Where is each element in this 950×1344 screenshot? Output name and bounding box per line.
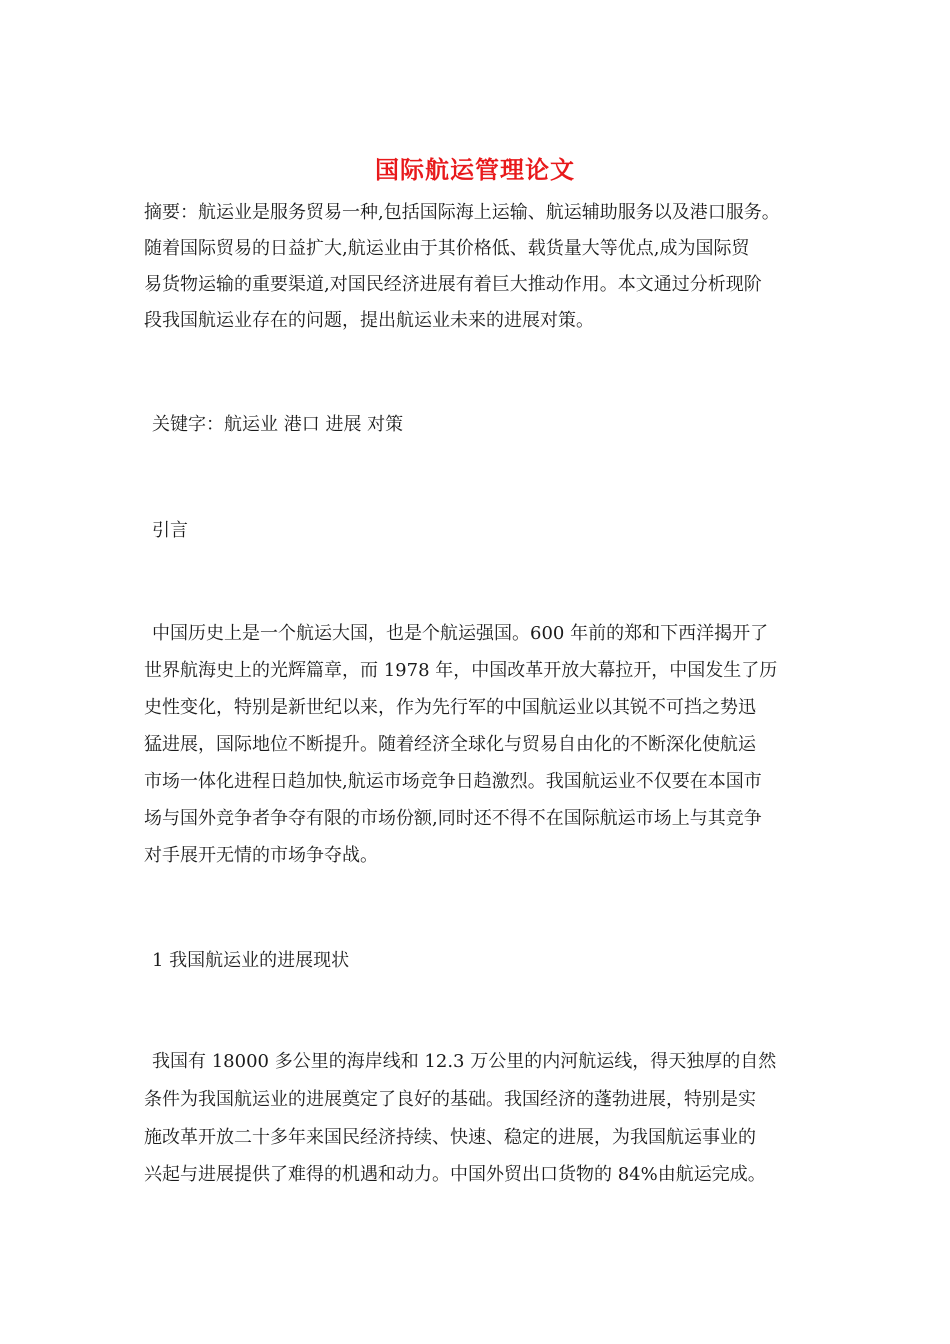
intro-line: 市场一体化进程日趋加快,航运市场竞争日趋激烈。我国航运业不仅要在本国市 [144, 771, 762, 792]
keywords: 关键字：航运业 港口 进展 对策 [152, 414, 404, 435]
section1-line: 我国有 18000 多公里的海岸线和 12.3 万公里的内河航运线，得天独厚的自然 [152, 1051, 777, 1072]
intro-line: 猛进展，国际地位不断提升。随着经济全球化与贸易自由化的不断深化使航运 [144, 734, 756, 755]
abstract-line: 摘要：航运业是服务贸易一种,包括国际海上运输、航运辅助服务以及港口服务。 [144, 202, 780, 223]
document-title: 国际航运管理论文 [375, 155, 575, 184]
section-heading-1: 1 我国航运业的进展现状 [152, 950, 350, 971]
section1-line: 施改革开放二十多年来国民经济持续、快速、稳定的进展，为我国航运事业的 [144, 1127, 756, 1148]
intro-line: 场与国外竞争者争夺有限的市场份额,同时还不得不在国际航运市场上与其竞争 [144, 808, 762, 829]
abstract-line: 随着国际贸易的日益扩大,航运业由于其价格低、载货量大等优点,成为国际贸 [144, 238, 750, 259]
intro-line: 对手展开无情的市场争夺战。 [144, 845, 378, 866]
intro-line: 中国历史上是一个航运大国，也是个航运强国。600 年前的郑和下西洋揭开了 [152, 623, 769, 644]
intro-line: 世界航海史上的光辉篇章，而 1978 年，中国改革开放大幕拉开，中国发生了历 [144, 660, 778, 681]
section1-line: 兴起与进展提供了难得的机遇和动力。中国外贸出口货物的 84%由航运完成。 [144, 1164, 766, 1185]
intro-line: 史性变化，特别是新世纪以来，作为先行军的中国航运业以其锐不可挡之势迅 [144, 697, 756, 718]
abstract-line: 段我国航运业存在的问题，提出航运业未来的进展对策。 [144, 310, 594, 331]
section1-line: 条件为我国航运业的进展奠定了良好的基础。我国经济的蓬勃进展，特别是实 [144, 1089, 756, 1110]
section-heading-intro: 引言 [152, 520, 188, 541]
abstract-line: 易货物运输的重要渠道,对国民经济进展有着巨大推动作用。本文通过分析现阶 [144, 274, 762, 295]
